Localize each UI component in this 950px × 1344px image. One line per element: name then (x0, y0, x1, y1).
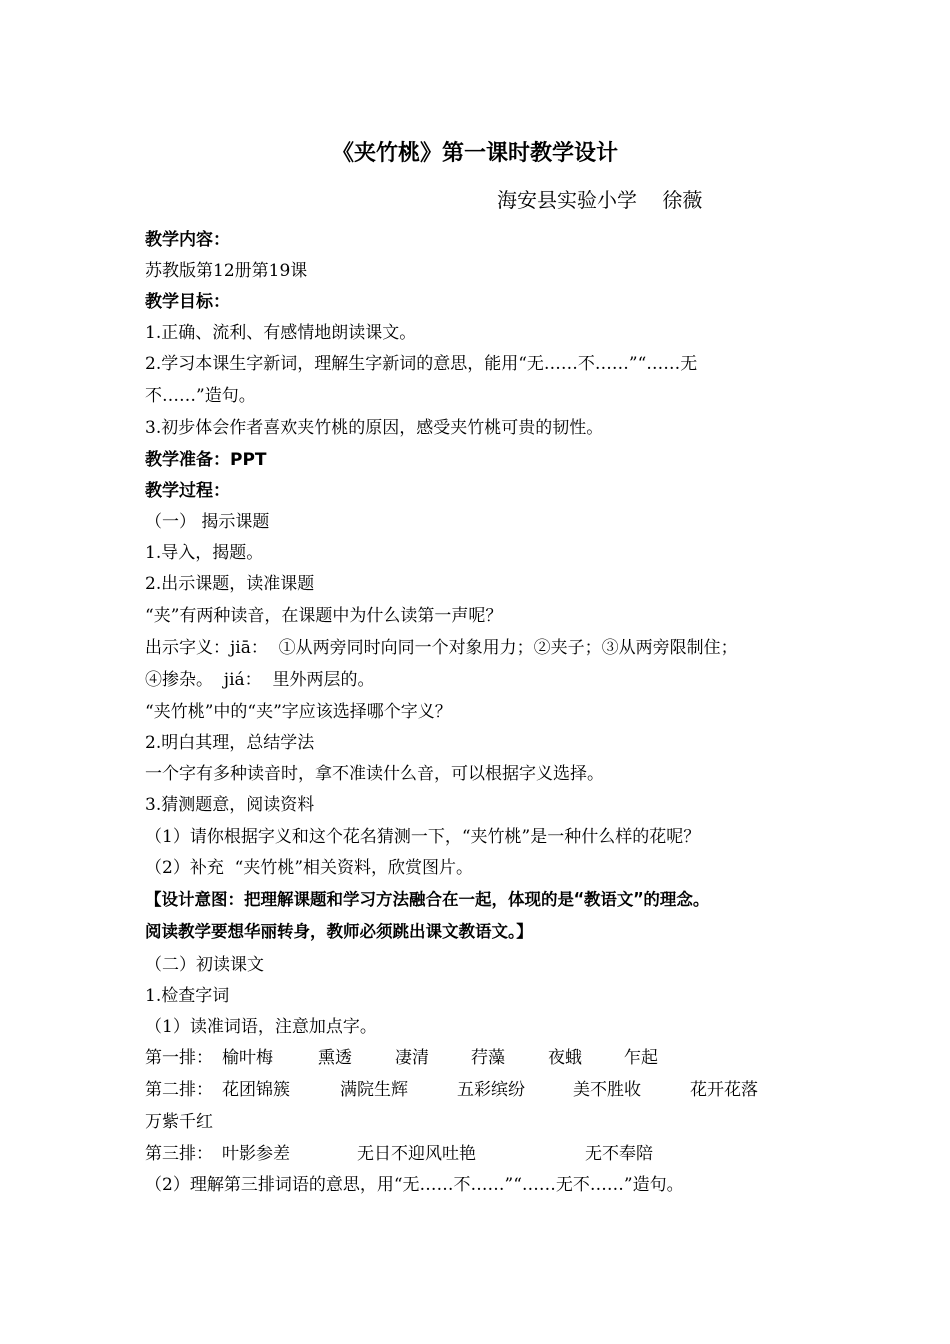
section-1-step-4-1: （1）请你根据字义和这个花名猜测一下，“夹竹桃”是一种什么样的花呢？ (145, 827, 701, 847)
row-2-label: 第二排： (145, 1080, 213, 1100)
goal-2a: 2.学习本课生字新词，理解生字新词的意思，能用“无……不……”“……无 (145, 354, 698, 374)
section-1-step-4: 3.猜测题意，阅读资料 (145, 795, 315, 815)
row-3-word: 叶影参差 (222, 1144, 290, 1164)
goals-heading: 教学目标： (145, 292, 230, 312)
row-1-word: 榆叶梅 (222, 1048, 273, 1068)
row-3-word: 无日不迎风吐艳 (357, 1144, 476, 1164)
row-2-wrap-word: 万紫千红 (145, 1112, 213, 1132)
row-1-word: 夜蛾 (548, 1048, 582, 1068)
row-3-label: 第三排： (145, 1144, 213, 1164)
row-1-word: 乍起 (624, 1048, 658, 1068)
goal-1: 1.正确、流利、有感情地朗读课文。 (145, 323, 417, 343)
design-note-b: 阅读教学要想华丽转身，教师必须跳出课文教语文。】 (145, 922, 533, 941)
content-text: 苏教版第12册第19课 (145, 261, 308, 281)
section-1-step-3: 2.明白其理，总结学法 (145, 733, 315, 753)
row-2-word: 花开花落 (690, 1080, 758, 1100)
section-1-def-a: 出示字义：jiā： ①从两旁同时向同一个对象用力；②夹子；③从两旁限制住； (145, 638, 738, 658)
row-1-label: 第一排： (145, 1048, 213, 1068)
section-2-step-1-2: （2）理解第三排词语的意思，用“无……不……”“……无不……”造句。 (145, 1175, 684, 1195)
section-1-step-4-2: （2）补充 “夹竹桃”相关资料，欣赏图片。 (145, 858, 474, 878)
row-2-word: 美不胜收 (573, 1080, 641, 1100)
section-1-def-b: ④掺杂。 jiá： 里外两层的。 (145, 670, 375, 690)
section-2-step-1-1: （1）读准词语，注意加点字。 (145, 1017, 377, 1037)
row-1-word: 凄清 (395, 1048, 429, 1068)
process-heading: 教学过程： (145, 481, 230, 501)
row-3-word: 无不奉陪 (585, 1144, 653, 1164)
row-1-word: 熏透 (318, 1048, 352, 1068)
section-1-choose: “夹竹桃”中的“夹”字应该选择哪个字义？ (145, 702, 452, 722)
design-note-a: 【设计意图：把理解课题和学习方法融合在一起，体现的是“教语文”的理念。 (145, 890, 710, 909)
goal-3: 3.初步体会作者喜欢夹竹桃的原因，感受夹竹桃可贵的韧性。 (145, 418, 604, 438)
section-2-title: （二）初读课文 (145, 955, 264, 975)
row-2-word: 五彩缤纷 (457, 1080, 525, 1100)
prep-heading: 教学准备：PPT (145, 450, 267, 470)
section-2-step-1: 1.检查字词 (145, 986, 230, 1006)
row-2-word: 花团锦簇 (222, 1080, 290, 1100)
section-1-method: 一个字有多种读音时，拿不准读什么音，可以根据字义选择。 (145, 764, 604, 784)
row-1-word: 荇藻 (471, 1048, 505, 1068)
section-1-step-1: 1.导入，揭题。 (145, 543, 264, 563)
author-line: 海安县实验小学 徐薇 (497, 188, 703, 212)
section-1-title: （一） 揭示课题 (145, 512, 270, 532)
document-title: 《夹竹桃》第一课时教学设计 (331, 141, 618, 166)
row-2-word: 满院生辉 (340, 1080, 408, 1100)
goal-2b: 不……”造句。 (145, 386, 256, 406)
section-1-step-2: 2.出示课题，读准课题 (145, 574, 315, 594)
section-1-question: “夹”有两种读音，在课题中为什么读第一声呢？ (145, 606, 503, 626)
content-heading: 教学内容： (145, 230, 230, 250)
